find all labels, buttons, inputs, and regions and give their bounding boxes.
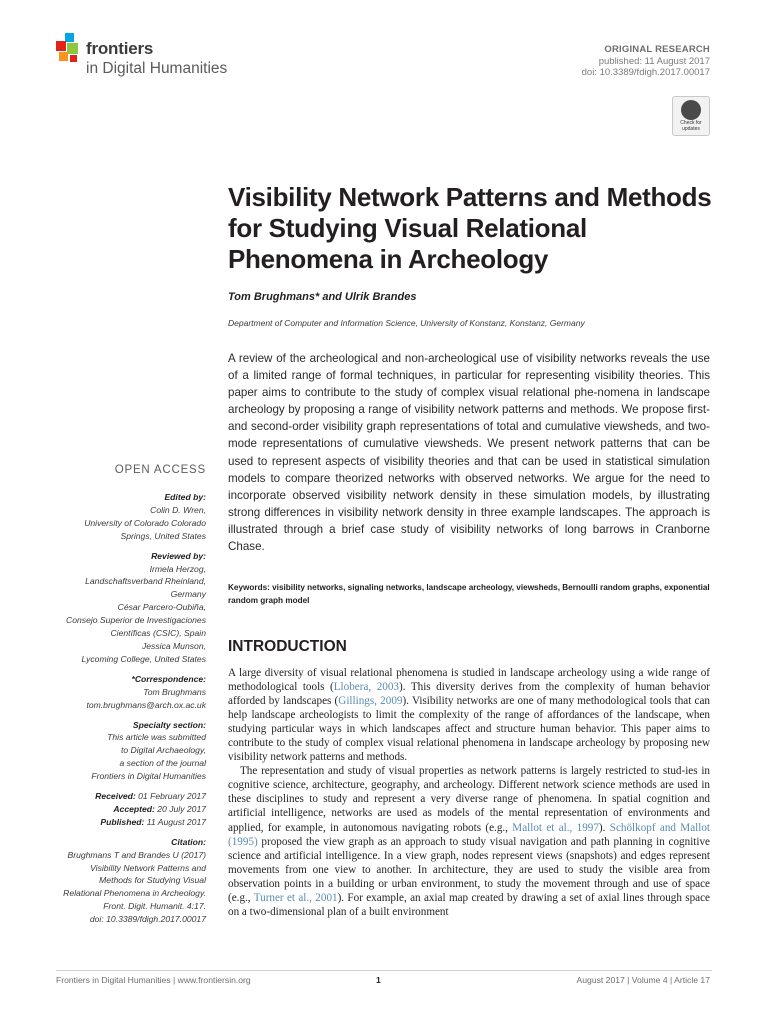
published-date: published: 11 August 2017 [598,55,710,67]
check-updates-icon [681,100,701,120]
citation-link[interactable]: Turner et al., 2001 [253,891,338,904]
correspondence-email[interactable]: tom.brughmans@arch.ox.ac.uk [86,699,206,710]
sidebar-line: University of Colorado Colorado [84,517,206,528]
citation-link[interactable]: Llobera, 2003 [333,681,399,694]
text-run: ). [598,821,610,834]
page-number: 1 [376,975,381,985]
edited-by-heading: Edited by: [164,492,206,502]
sidebar-line: Brughmans T and Brandes U (2017) [67,849,206,860]
sidebar-line: Visibility Network Patterns and [90,862,206,873]
open-access-label: OPEN ACCESS [114,464,206,476]
sidebar-line: Methods for Studying Visual [99,875,206,886]
sidebar-line: Frontiers in Digital Humanities [91,771,206,782]
section-heading-introduction: INTRODUCTION [228,638,347,655]
text-run: ). This diversity derives from the complexity of human behavior afforded by landscapes ( [228,681,711,708]
sidebar-line: to Digital Archaeology, [120,745,206,756]
citation-doi[interactable]: doi: 10.3389/fdigh.2017.00017 [89,914,206,925]
sidebar-line: Consejo Superior de Investigaciones [66,615,206,626]
footer-issue-info: August 2017 | Volume 4 | Article 17 [576,975,710,985]
sidebar-line: César Parcero-Oubiña, [117,602,206,613]
check-updates-label-1: Check for [680,120,702,126]
intro-paragraph-2 [228,764,710,919]
footer-journal-link[interactable]: Frontiers in Digital Humanities | www.frontiersin.org [56,975,251,985]
specialty-heading: Specialty section: [132,719,206,730]
date-published [30,816,206,829]
text-run: proposed the view graph as an approach to study visual navigation and path planning in cognitive science and artificial intelligence. In a view graph, nodes represent views (snapshots) and edges represent movements from one view to another. In architecture, they are used to study the visible area from observation points in a building or urban environment, to study the movement through and use of space (e.g., [228,835,710,904]
article-meta [582,44,710,79]
sidebar-line: Lycoming College, United States [81,653,206,664]
specialty-section [30,719,206,784]
sidebar-line: Colin D. Wren, [150,504,206,515]
date-value: 20 July 2017 [157,803,206,814]
intro-paragraph-1 [228,666,710,764]
check-updates-label-2: updates [682,125,700,132]
text-run: The representation and study of visual properties as network patterns is largely restricted to stud-ies in cognitive science, architecture, geography, and archeology. Different network science methods are used in these disciplines to study and represent a very diverse range of phenomena. In spatial cognition and artificial intelligence, networks are used as models of the mental representation of environments and applied, for example, in autonomous navigating robots (e.g., [228,765,710,834]
article-title: Visibility Network Patterns and Methods for Studying Visual Relational Phenomena in Archeology [228,182,712,274]
abstract: A review of the archeological and non-archeological use of visibility networks reveals the use of a limited range of formal techniques, in particular for representing visibility theories. This paper aims to contribute to the study of complex visual relational phe-nomena in landscape archeology by proposing a range of visibility network patterns and methods. We propose first- and second-order visibility graph representations of total and cumulative viewsheds, and two-mode representations of cumulative viewsheds. We present network patterns that can be used to represent aspects of visibility theories and that can be used in statistical simulation models to compare theorized networks with observed networks. We argue for the need to incorporate observed visibility network density in these simulation models, by illustrating strong differences in visibility network density in three example landscapes. The approach is illustrated through a brief case study of visibility networks of long barrows in Cranborne Chase. [228,352,710,554]
text-run: ). Visibility networks are one of many methodological tools that can help landscape archeologists to limit the complexity of the range of affordances of the landscape, when studying particular ways in which landscapes affect and structure human behavior. This paper aims to contribute to the study of complex visual relational phenomena in landscape archeology by proposing new visibility network patterns and methods. [228,695,710,764]
article-sidebar [30,491,206,933]
sidebar-line: Tom Brughmans [143,686,206,697]
citation-link[interactable]: Schölkopf and Mallot (1995) [228,821,710,848]
frontiers-logo-icon [56,33,84,69]
brand-name: frontiers [86,39,154,58]
text-run: ). For example, an axial map created by drawing a set of axial lines through space on a two-dimensional plan of a built environment [228,891,710,918]
date-accepted [30,803,206,816]
date-key: Accepted: [113,803,155,814]
date-value: 01 February 2017 [138,791,206,802]
article-type: ORIGINAL RESEARCH [604,44,710,55]
sidebar-line: Springs, United States [120,530,206,541]
doi[interactable]: doi: 10.3389/fdigh.2017.00017 [581,67,710,78]
sidebar-line: Germany [170,589,206,600]
date-value: 11 August 2017 [146,816,206,827]
text-run: A large diversity of visual relational phenomena is studied in landscape archeology using a wide range of methodological tools ( [228,667,710,694]
edited-by-section [30,491,206,543]
check-for-updates-badge[interactable] [672,96,710,136]
sidebar-line: Front. Digit. Humanit. 4:17. [103,901,206,912]
affiliation: Department of Computer and Information Science, University of Konstanz, Konstanz, Germany [228,318,585,328]
sidebar-line: This article was submitted [107,732,206,743]
date-key: Received: [95,791,136,802]
keywords: Keywords: visibility networks, signaling networks, landscape archeology, viewsheds, Bernoulli random graphs, exponential random graph model [228,583,710,605]
citation-heading: Citation: [171,836,206,847]
introduction-body [228,666,710,919]
reviewed-by-heading: Reviewed by: [151,550,206,561]
date-key: Published: [100,816,145,827]
citation-section [30,836,206,926]
citation-link[interactable]: Gillings, 2009 [338,695,403,708]
correspondence-section [30,673,206,712]
sidebar-line: Relational Phenomena in Archeology. [63,888,206,899]
sidebar-line: Jessica Munson, [141,640,206,651]
correspondence-heading: *Correspondence: [131,673,206,684]
citation-link[interactable]: Mallot et al., 1997 [512,821,599,834]
footer-divider [56,970,712,971]
reviewed-by-section [30,550,206,666]
sidebar-line: Landschaftsverband Rheinland, [85,576,206,587]
sidebar-line: a section of the journal [119,758,206,769]
dates-section [30,790,206,829]
date-received [30,790,206,803]
sidebar-line: Científicas (CSIC), Spain [110,628,206,639]
sidebar-line: Irmela Herzog, [149,563,206,574]
journal-name: in Digital Humanities [86,60,228,77]
authors: Tom Brughmans* and Ulrik Brandes [228,291,417,303]
